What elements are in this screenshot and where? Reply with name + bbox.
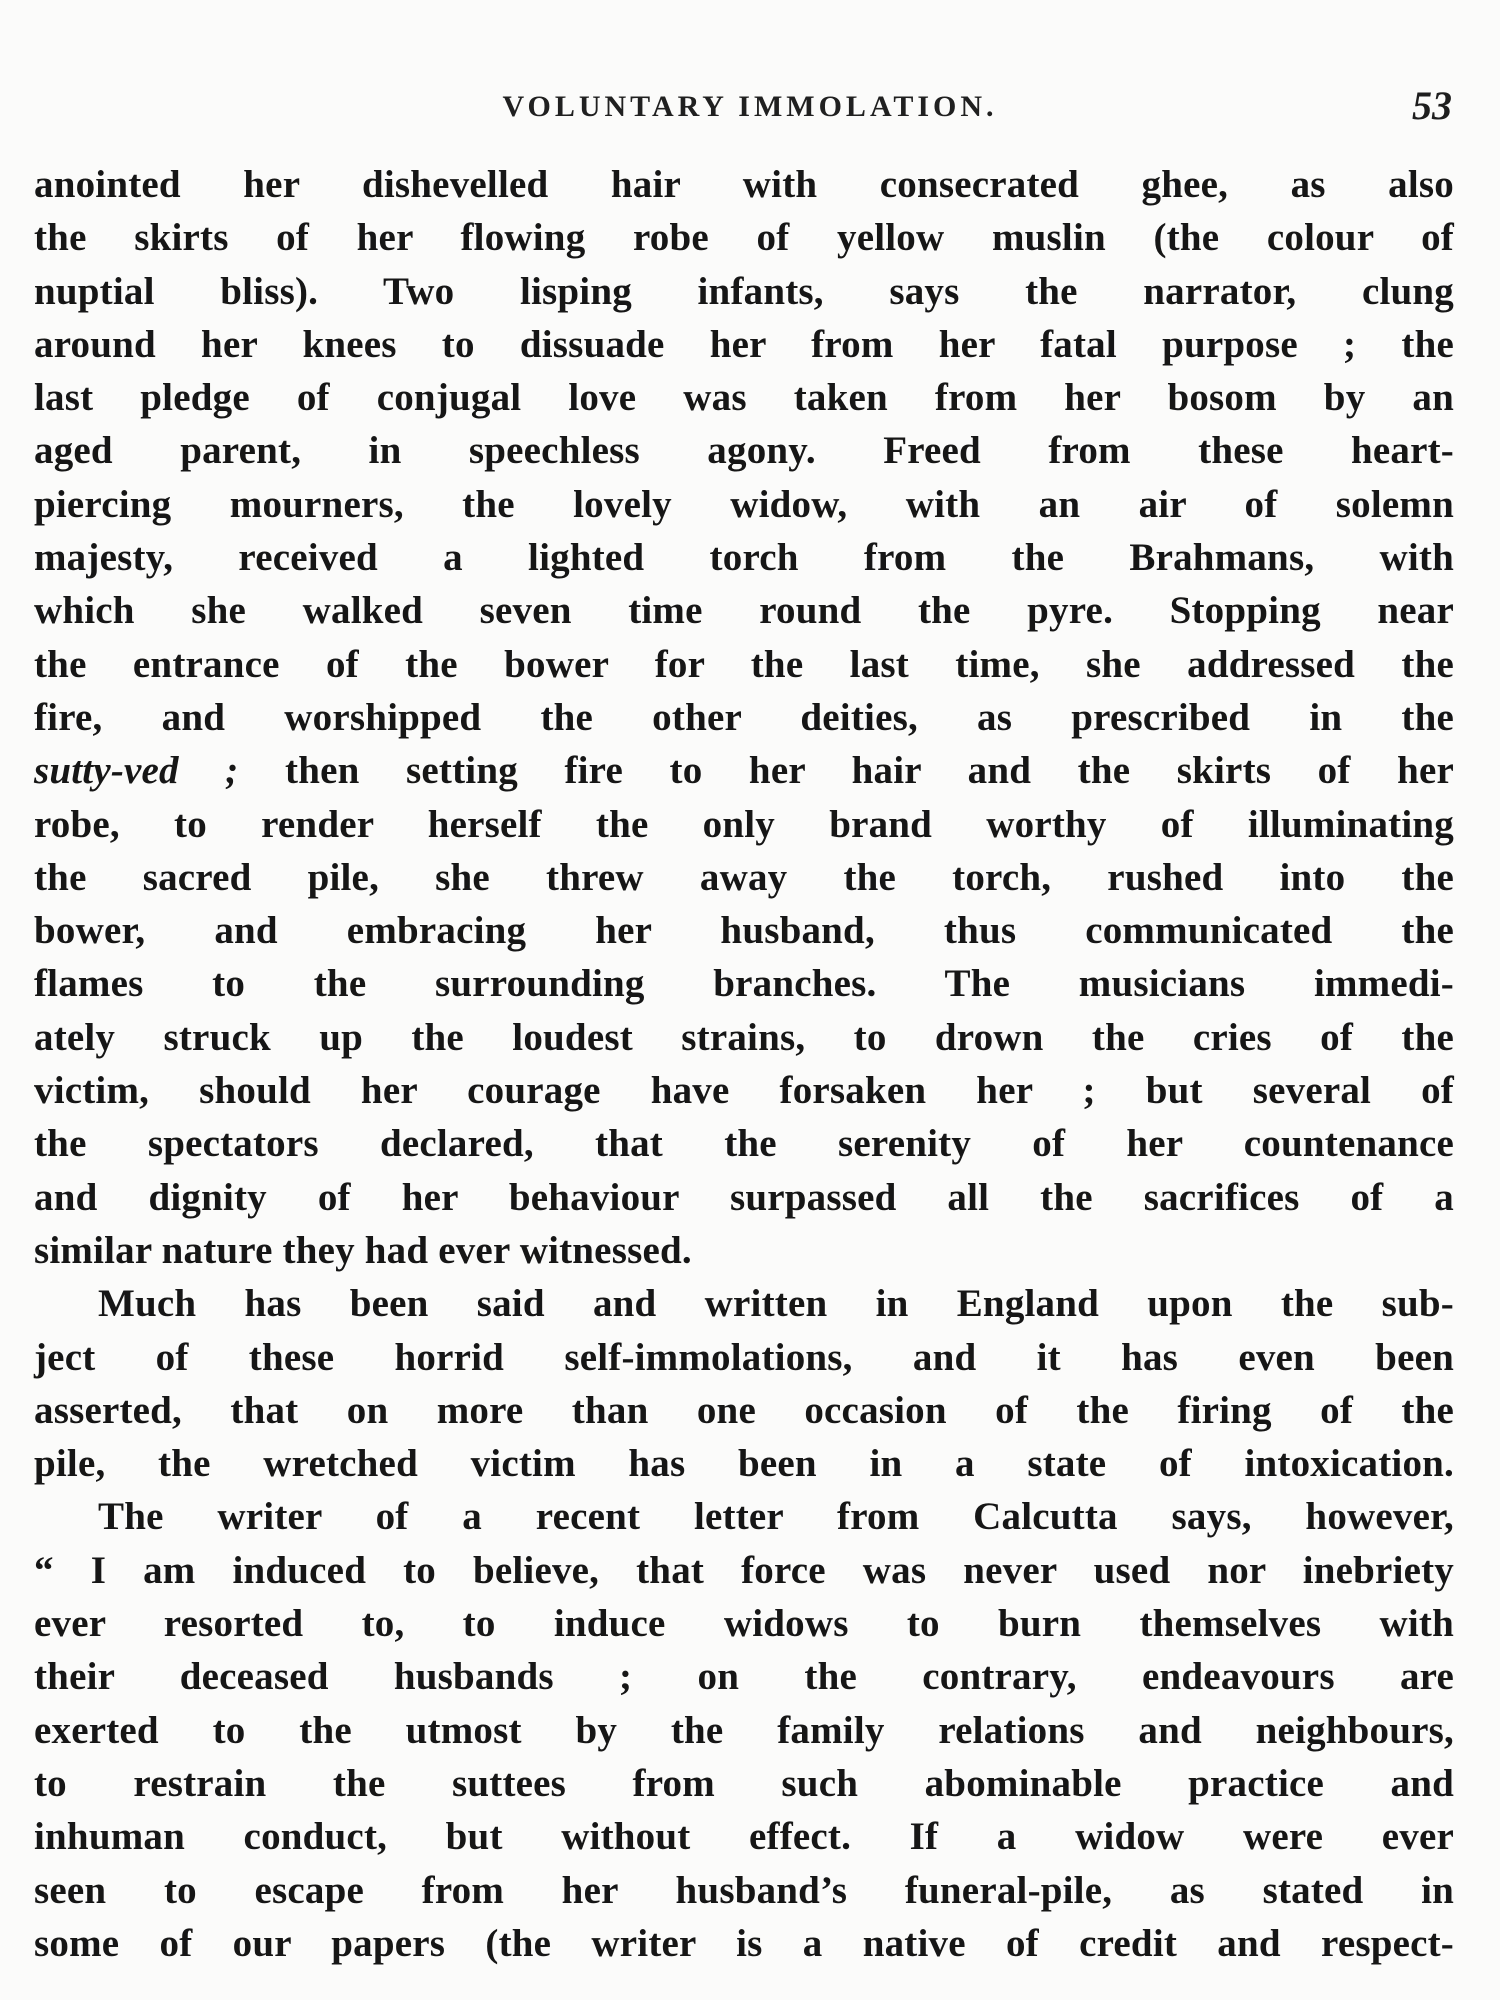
text-line: their deceased husbands ; on the contrary, endeavours are — [34, 1655, 1454, 1699]
text-line: and dignity of her behaviour surpassed all the sacrifices of a — [34, 1175, 1454, 1219]
text-line: flames to the surrounding branches. The musicians immedi- — [34, 962, 1454, 1006]
text-line: some of our papers (the writer is a native of credit and respect- — [34, 1921, 1454, 1965]
paragraph — [34, 1277, 1454, 1490]
body-text — [34, 158, 1454, 1970]
paragraph — [34, 158, 1454, 1277]
text-line: bower, and embracing her husband, thus communicated the — [34, 909, 1454, 953]
running-head — [0, 82, 1500, 132]
text-line: to restrain the suttees from such abominable practice and — [34, 1761, 1454, 1805]
text-line-rest: then setting fire to her hair and the skirts of her — [238, 749, 1454, 793]
text-line: around her knees to dissuade her from her fatal purpose ; the — [34, 322, 1454, 366]
text-line: The writer of a recent letter from Calcutta says, however, — [98, 1495, 1454, 1539]
text-line: asserted, that on more than one occasion of the firing of the — [34, 1388, 1454, 1432]
page-number: 53 — [1412, 83, 1452, 128]
text-line: ever resorted to, to induce widows to burn themselves with — [34, 1602, 1454, 1646]
text-line: ately struck up the loudest strains, to drown the cries of the — [34, 1015, 1454, 1059]
text-line: “ I am induced to believe, that force was never used nor inebriety — [34, 1548, 1454, 1592]
italic-term: sutty-ved ; — [34, 749, 239, 793]
text-line: the entrance of the bower for the last time, she addressed the — [34, 642, 1454, 686]
paragraph — [34, 1490, 1454, 1970]
text-line: inhuman conduct, but without effect. If a widow were ever — [34, 1815, 1454, 1859]
running-title: VOLUNTARY IMMOLATION. — [502, 90, 998, 123]
text-line: the spectators declared, that the serenity of her countenance — [34, 1122, 1454, 1166]
text-line: robe, to render herself the only brand worthy of illuminating — [34, 802, 1454, 846]
text-line: similar nature they had ever witnessed. — [34, 1228, 692, 1272]
text-line: which she walked seven time round the pyre. Stopping near — [34, 589, 1454, 633]
text-line: majesty, received a lighted torch from the Brahmans, with — [34, 536, 1454, 580]
text-line: anointed her dishevelled hair with consecrated ghee, as also — [34, 163, 1454, 206]
text-line: exerted to the utmost by the family relations and neighbours, — [34, 1708, 1454, 1752]
text-line: aged parent, in speechless agony. Freed from these heart- — [34, 429, 1454, 473]
text-line: fire, and worshipped the other deities, as prescribed in the — [34, 695, 1454, 739]
text-line: nuptial bliss). Two lisping infants, says the narrator, clung — [34, 269, 1454, 313]
text-line: seen to escape from her husband’s funeral-pile, as stated in — [34, 1868, 1454, 1912]
text-line: piercing mourners, the lovely widow, with an air of solemn — [34, 482, 1454, 526]
text-line: Much has been said and written in England upon the sub- — [98, 1282, 1454, 1326]
text-line: the skirts of her flowing robe of yellow muslin (the colour of — [34, 216, 1454, 260]
text-line: victim, should her courage have forsaken her ; but several of — [34, 1069, 1454, 1113]
text-line: ject of these horrid self-immolations, and it has even been — [34, 1335, 1454, 1379]
text-line: last pledge of conjugal love was taken from her bosom by an — [34, 376, 1454, 420]
text-line: pile, the wretched victim has been in a state of intoxication. — [34, 1442, 1454, 1486]
text-line — [34, 744, 1454, 797]
text-line: the sacred pile, she threw away the torch, rushed into the — [34, 855, 1454, 899]
